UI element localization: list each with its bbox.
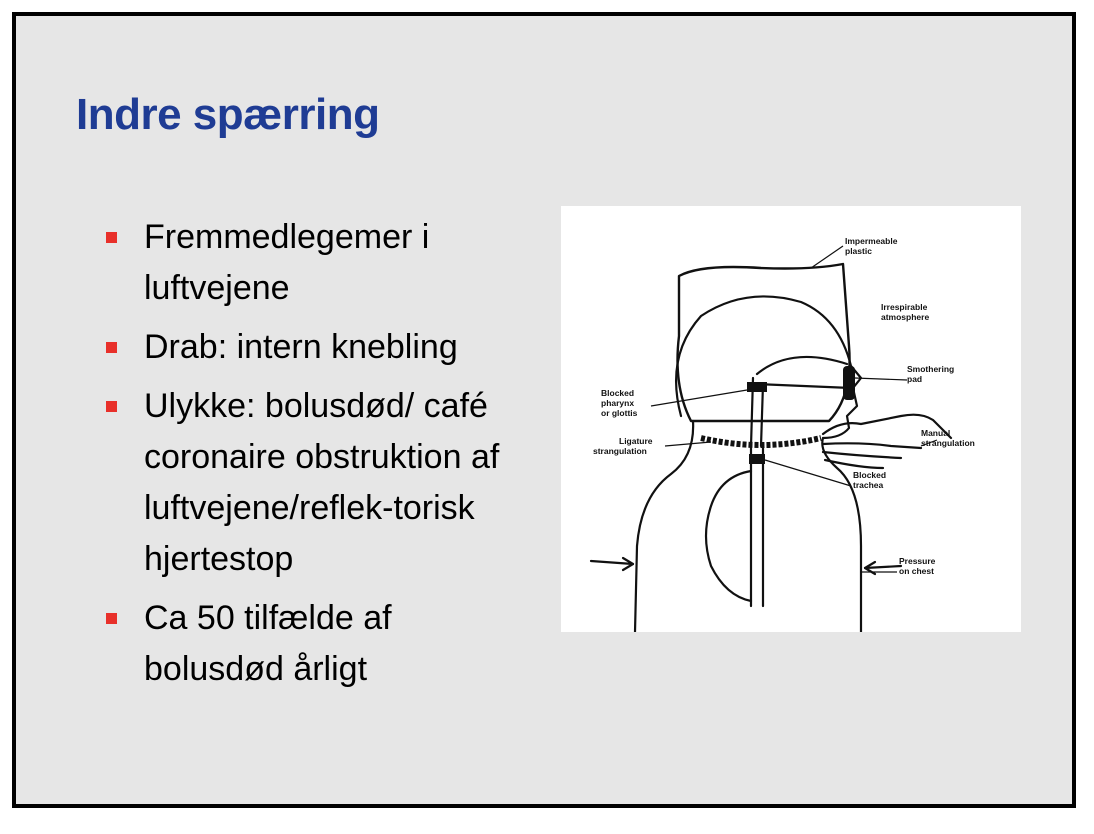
label-pharynx: pharynx (601, 398, 635, 408)
bullet-marker-icon (106, 342, 117, 353)
label-manual: Manual (921, 428, 951, 438)
label-manual-strangulation: strangulation (921, 438, 975, 448)
slide-title: Indre spærring (76, 90, 380, 139)
label-on-chest: on chest (899, 566, 934, 576)
bullet-item (102, 212, 502, 314)
label-irrespirable: Irrespirable (881, 302, 928, 312)
label-pad: pad (907, 374, 923, 384)
label-ligature: Ligature (619, 436, 653, 446)
bullet-text: Ca 50 tilfælde af bolusdød årligt (144, 599, 392, 688)
bullet-item (102, 381, 502, 585)
bullet-item (102, 593, 502, 695)
asphyxia-diagram (561, 206, 1021, 632)
bullet-marker-icon (106, 232, 117, 243)
label-pressure: Pressure (899, 556, 936, 566)
smothering-pad (843, 366, 855, 400)
label-smothering: Smothering (907, 364, 955, 374)
leader-lines (651, 246, 937, 572)
label-plastic: plastic (845, 246, 872, 256)
label-blocked-pharynx: Blocked (601, 388, 635, 398)
label-or-glottis: or glottis (601, 408, 638, 418)
slide (12, 12, 1076, 808)
trachea-blockage (749, 454, 765, 464)
label-blocked-trachea: Blocked (853, 470, 887, 480)
bullet-item (102, 322, 502, 373)
bullet-list (102, 212, 502, 703)
label-atmosphere: atmosphere (881, 312, 930, 322)
pharynx-blockage (747, 382, 767, 392)
bullet-text: Fremmedlegemer i luftvejene (144, 218, 430, 307)
label-trachea: trachea (853, 480, 884, 490)
label-ligature-strangulation: strangulation (593, 446, 647, 456)
bullet-marker-icon (106, 401, 117, 412)
bullet-marker-icon (106, 613, 117, 624)
bullet-text: Drab: intern knebling (144, 328, 458, 366)
bullet-text: Ulykke: bolusdød/ café coronaire obstruktion af luftvejene/reflek-torisk hjertestop (144, 387, 500, 578)
asphyxia-diagram-svg (561, 206, 1021, 632)
label-impermeable: Impermeable (845, 236, 898, 246)
